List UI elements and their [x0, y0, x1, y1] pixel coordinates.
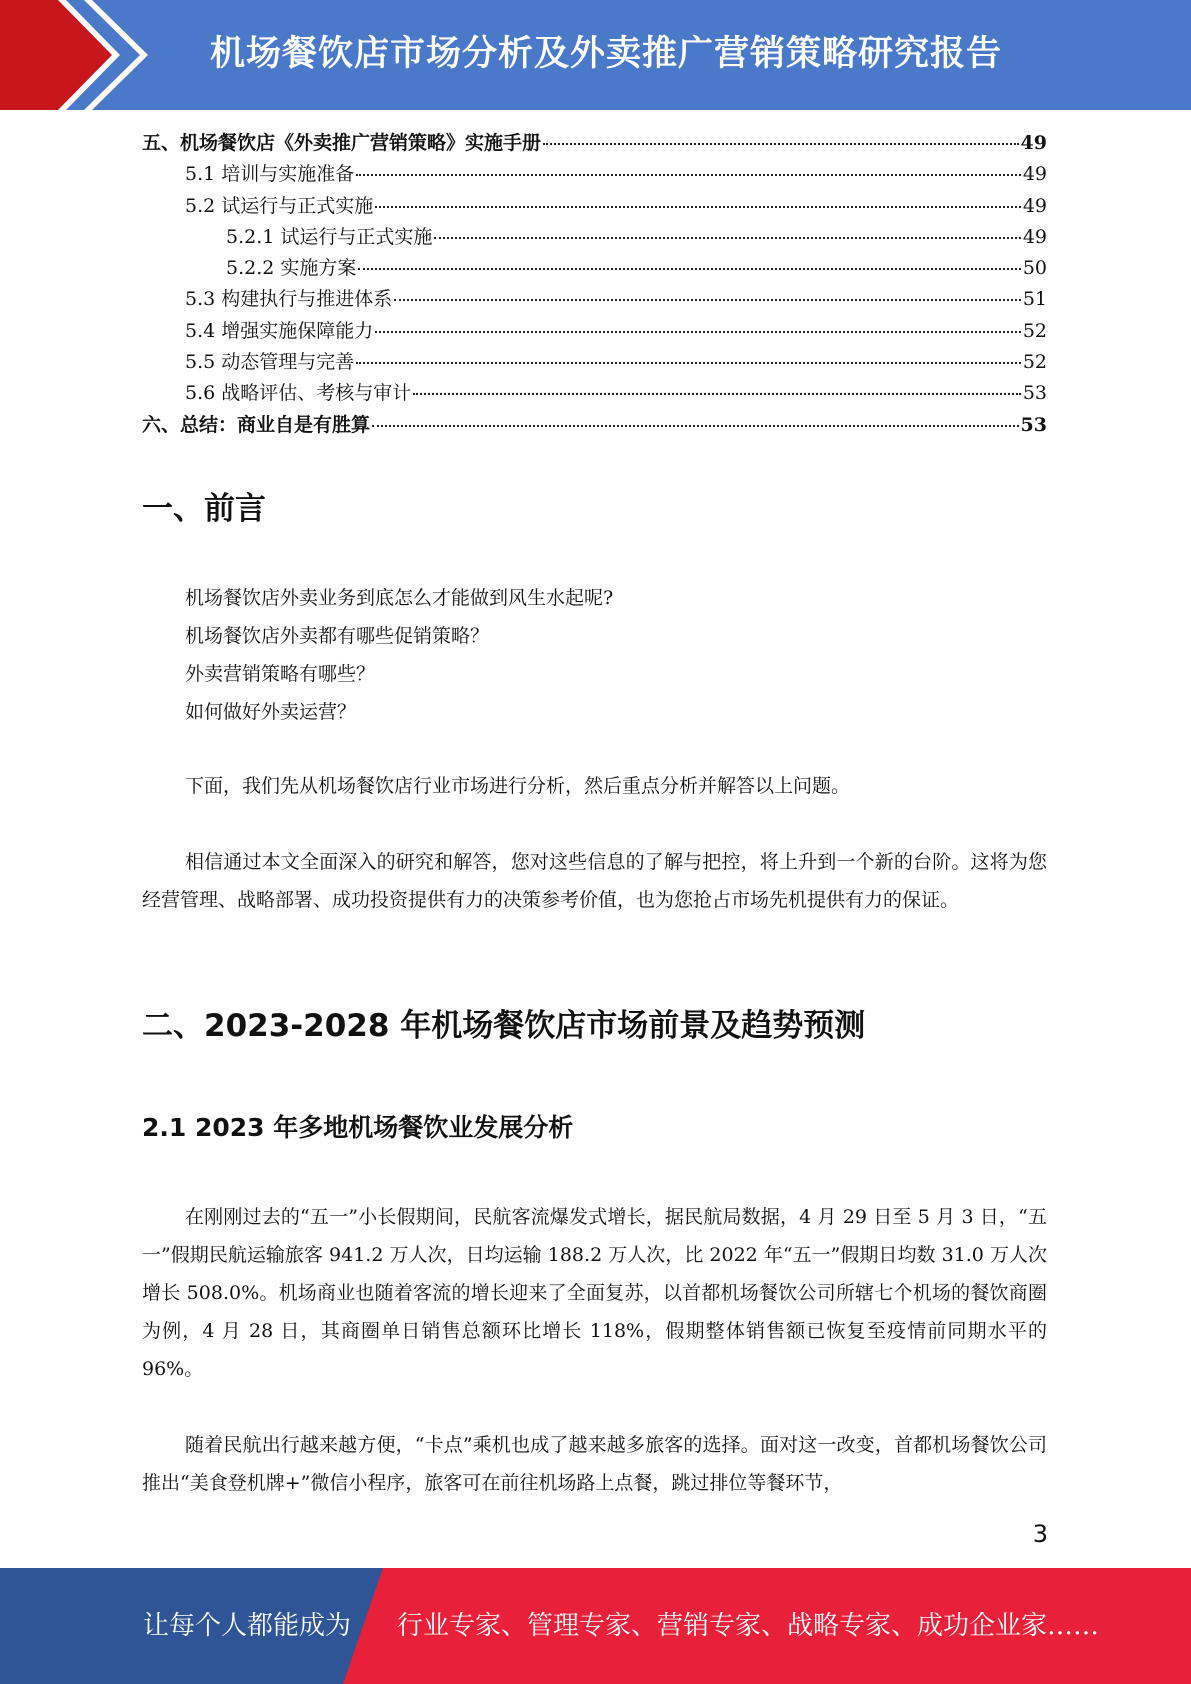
toc-entry-page: 53	[1020, 413, 1047, 436]
toc-entry[interactable]	[142, 410, 1047, 441]
toc-entry-label: 5.2.1 试运行与正式实施	[226, 225, 433, 248]
toc-leader-dots	[375, 331, 1021, 333]
toc-entry-page: 50	[1022, 257, 1047, 280]
toc-entry[interactable]	[142, 253, 1047, 284]
toc-entry-label: 5.4 增强实施保障能力	[185, 319, 374, 342]
toc-entry[interactable]	[142, 159, 1047, 190]
toc-entry-label: 5.3 构建执行与推进体系	[185, 288, 393, 311]
footer-slogan-left: 让每个人都能成为	[143, 1611, 352, 1641]
toc-entry-label: 六、总结：商业自是有胜算	[142, 413, 371, 436]
toc-entry-label: 5.1 培训与实施准备	[185, 163, 355, 186]
question-line: 如何做好外卖运营？	[185, 701, 357, 723]
toc-leader-dots	[413, 393, 1021, 395]
toc-entry-label: 5.2 试运行与正式实施	[185, 194, 374, 217]
toc-entry[interactable]	[142, 316, 1047, 347]
toc-entry-page: 53	[1022, 382, 1047, 405]
question-line: 外卖营销策略有哪些？	[185, 663, 376, 685]
header-chevron-icon	[0, 0, 150, 110]
subsection-heading: 2.1 2023 年多地机场餐饮业发展分析	[142, 1113, 574, 1142]
toc-entry[interactable]	[142, 378, 1047, 409]
toc-entry[interactable]	[142, 284, 1047, 315]
section-heading-forecast: 二、2023-2028 年机场餐饮店市场前景及趋势预测	[142, 1008, 866, 1044]
intro-paragraph: 下面，我们先从机场餐饮店行业市场进行分析，然后重点分析并解答以上问题。	[185, 775, 851, 797]
toc-entry-page: 52	[1022, 319, 1047, 342]
body-paragraph: 在刚刚过去的“五一”小长假期间，民航客流爆发式增长，据民航局数据，4 月 29 日至 5 月 3 日，“五一”假期民航运输旅客 941.2 万人次，日均运输 188.2 万人次，比 2022 年“五一”假期日均数 31.0 万人次增长 508.0%。机场商业也随着客流的增长迎来了全面复苏，以首都机场餐饮公司所辖七个机场的餐饮商圈为例，4 月 28 日，其商圈单日销售总额环比增长 118%，假期整体销售额已恢复至疫情前同期水平的 96%。	[142, 1206, 1047, 1380]
report-title: 机场餐饮店市场分析及外卖推广营销策略研究报告	[210, 34, 1003, 74]
toc-leader-dots	[543, 143, 1019, 145]
toc-entry[interactable]	[142, 191, 1047, 222]
toc-leader-dots	[434, 237, 1020, 239]
page-footer	[0, 1568, 1191, 1684]
body-paragraph-2: 随着民航出行越来越方便，“卡点”乘机也成了越来越多旅客的选择。面对这一改变，首都机场餐饮公司推出“美食登机牌+”微信小程序，旅客可在前往机场路上点餐，跳过排位等餐环节，	[142, 1434, 1047, 1494]
toc-entry[interactable]	[142, 347, 1047, 378]
toc-entry-page: 49	[1022, 163, 1047, 186]
toc-entry-page: 49	[1022, 225, 1047, 248]
toc-entry[interactable]	[142, 128, 1047, 159]
toc-leader-dots	[356, 362, 1021, 364]
toc-leader-dots	[358, 268, 1020, 270]
toc-leader-dots	[372, 425, 1019, 427]
toc-leader-dots	[375, 206, 1021, 208]
question-line: 机场餐饮店外卖业务到底怎么才能做到风生水起呢?	[185, 587, 614, 609]
section-heading-preface: 一、前言	[142, 491, 266, 527]
toc-leader-dots	[356, 174, 1021, 176]
toc-entry-label: 五、机场餐饮店《外卖推广营销策略》实施手册	[142, 132, 542, 154]
intro-paragraph-2: 相信通过本文全面深入的研究和解答，您对这些信息的了解与把控，将上升到一个新的台阶。这将为您经营管理、战略部署、成功投资提供有力的决策参考价值，也为您抢占市场先机提供有力的保证。	[142, 851, 1047, 911]
toc-entry-page: 51	[1022, 288, 1047, 311]
toc-entry[interactable]	[142, 222, 1047, 253]
footer-slogan-right: 行业专家、管理专家、营销专家、战略专家、成功企业家……	[397, 1611, 1100, 1641]
toc-leader-dots	[394, 299, 1021, 301]
toc-entry-label: 5.5 动态管理与完善	[185, 351, 355, 374]
page-header	[0, 0, 1191, 110]
toc-entry-label: 5.2.2 实施方案	[226, 257, 357, 280]
toc-entry-page: 49	[1020, 132, 1047, 154]
table-of-contents	[142, 128, 1047, 441]
toc-entry-page: 49	[1022, 194, 1047, 217]
page-number: 3	[1032, 1520, 1048, 1548]
question-line: 机场餐饮店外卖都有哪些促销策略？	[185, 625, 490, 647]
toc-entry-label: 5.6 战略评估、考核与审计	[185, 382, 412, 405]
toc-entry-page: 52	[1022, 351, 1047, 374]
